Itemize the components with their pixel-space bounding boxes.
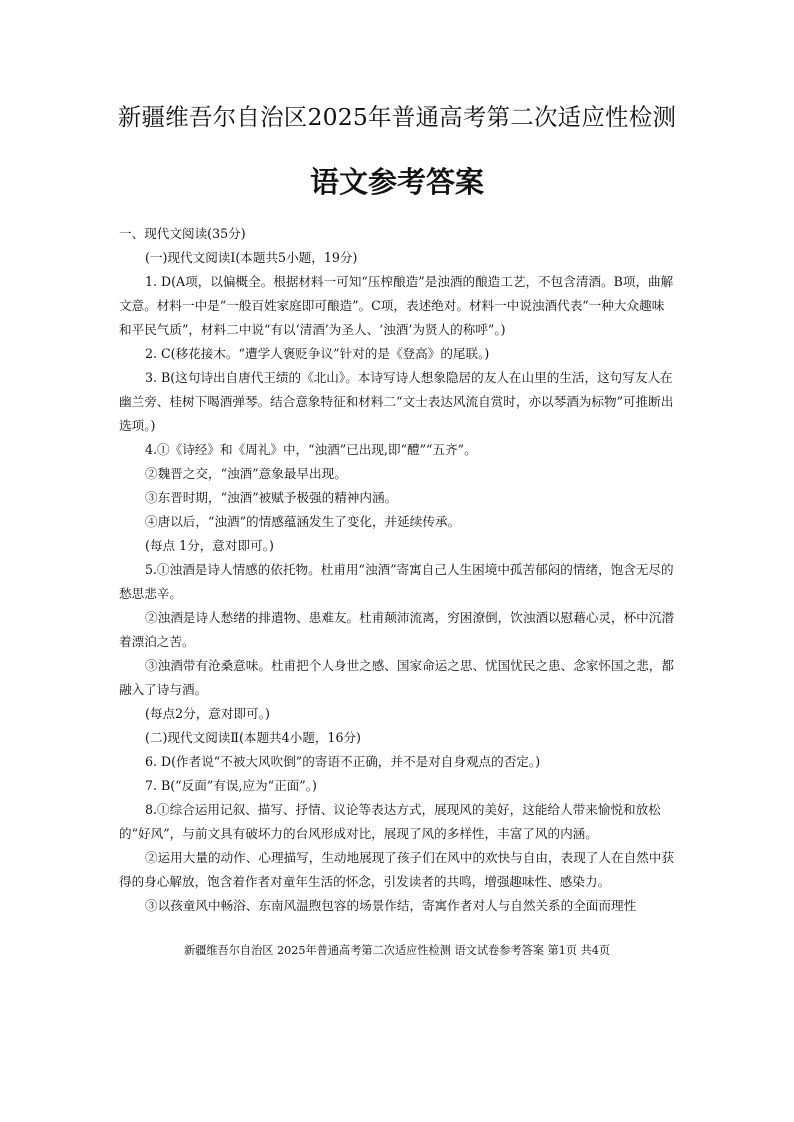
section-heading: 一、现代文阅读(35分) — [119, 226, 246, 241]
answer-paragraph: ③东晋时期，“浊酒”被赋予极强的精神内涵。 — [145, 490, 398, 505]
answer-paragraph: ③浊酒带有沧桑意味。杜甫把个人身世之感、国家命运之思、忧国忧民之患、念家怀国之悲，都融入了诗与酒。 — [119, 658, 674, 697]
answer-paragraph: 7. B(“反面”有误,应为“正面”。) — [145, 778, 317, 793]
answer-paragraph: 3. B(这句诗出自唐代王绩的《北山》。本诗写诗人想象隐居的友人在山里的生活，这句写友人在幽兰旁、桂树下喝酒弹琴。结合意象特征和材料二“文士表达风流自赏时，亦以琴酒为标物”可推断出选项。) — [119, 370, 674, 433]
answer-paragraph: 2. C(移花接木。“遭学人褒贬争议”针对的是《登高》的尾联。) — [145, 346, 490, 361]
answer-paragraph: ②魏晋之交，“浊酒”意象最早出现。 — [145, 466, 347, 481]
answer-paragraph: 5.①浊酒是诗人情感的依托物。杜甫用“浊酒”寄寓自己人生困境中孤苦郁闷的情绪，饱含无尽的愁思悲辛。 — [119, 562, 674, 601]
answer-paragraph: 1. D(A项，以偏概全。根据材料一可知“压榨酿造”是浊酒的酿造工艺，不包含清酒。B项，曲解文意。材料一中是“一般百姓家庭即可酿造”。C项，表述绝对。材料一中说浊酒代表“一种大众趣味和平民气质”，材料二中说“有以‘清酒’为圣人、‘浊酒’为贤人的称呼”。) — [119, 274, 674, 337]
subsection-heading: (二)现代文阅读Ⅱ(本题共4小题，16分) — [145, 730, 361, 745]
answer-content — [119, 222, 675, 918]
answer-paragraph: ②运用大量的动作、心理描写，生动地展现了孩子们在风中的欢快与自由，表现了人在自然中获得的身心解放，饱含着作者对童年生活的怀念，引发读者的共鸣，增强趣味性、感染力。 — [119, 850, 674, 889]
scoring-note: (每点2分，意对即可。) — [145, 706, 270, 721]
document-title: 新疆维吾尔自治区2025年普通高考第二次适应性检测 — [117, 103, 677, 131]
answer-paragraph: ②浊酒是诗人愁绪的排遣物、患难友。杜甫颠沛流离，穷困潦倒，饮浊酒以慰藉心灵，杯中沉潜着漂泊之苦。 — [119, 610, 674, 649]
answer-paragraph: 4.①《诗经》和《周礼》中，“浊酒”已出现,即“醴”“五齐”。 — [145, 442, 477, 457]
answer-paragraph: 6. D(作者说“不被大风吹倒”的寄语不正确，并不是对自身观点的否定。) — [145, 754, 541, 769]
page-footer: 新疆维吾尔自治区 2025年普通高考第二次适应性检测 语文试卷参考答案 第1页 共4页 — [183, 944, 611, 957]
scoring-note: (每点 1分，意对即可。) — [145, 538, 274, 553]
answer-paragraph: ④唐以后，“浊酒”的情感蕴涵发生了变化，并延续传承。 — [145, 514, 461, 529]
answer-paragraph: ③以孩童风中畅浴、东南风温煦包容的场景作结，寄寓作者对人与自然关系的全面而理性 — [145, 898, 637, 913]
answer-paragraph: 8.①综合运用记叙、描写、抒情、议论等表达方式，展现风的美好，这能给人带来愉悦和放松的“好风”，与前文具有破坏力的台风形成对比，展现了风的多样性，丰富了风的内涵。 — [119, 802, 661, 841]
document-subtitle: 语文参考答案 — [309, 165, 484, 199]
subsection-heading: (一)现代文阅读Ⅰ(本题共5小题，19分) — [145, 250, 358, 265]
